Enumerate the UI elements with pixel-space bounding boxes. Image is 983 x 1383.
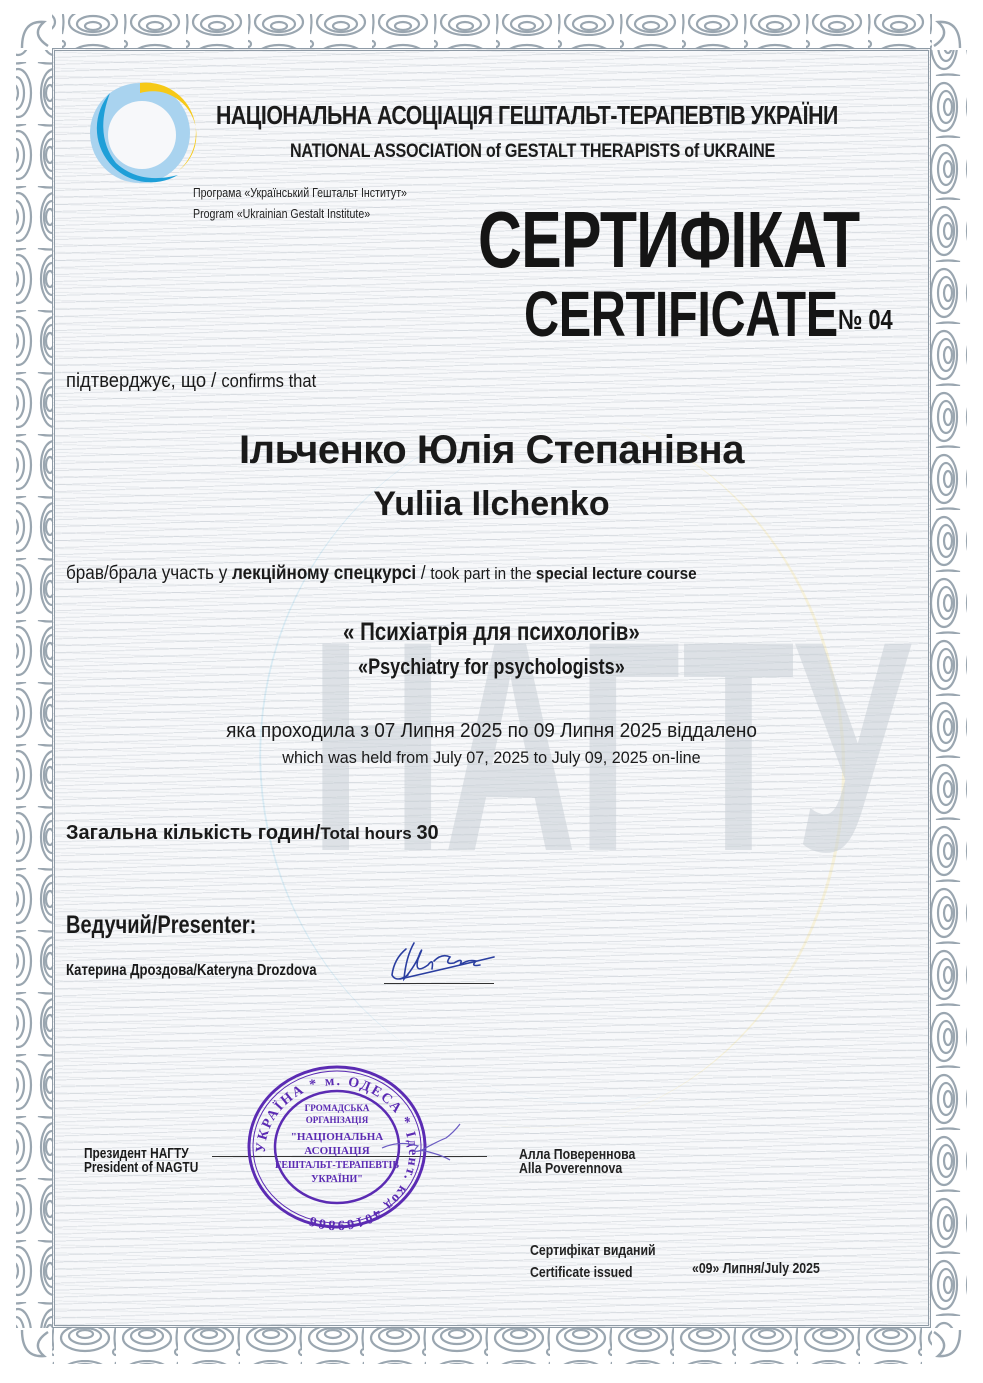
certificate-title-ua: СЕРТИФІКАТ [478,195,860,284]
stamp-line-2: ОРГАНІЗАЦІЯ [305,1115,369,1125]
confirms-line [66,370,316,393]
stamp-ring-text: УКРАЇНА * м. ОДЕСА * Ідент. код 40169866 [253,1073,421,1231]
issued-label-ua: Сертифікат виданий [530,1242,656,1259]
hours-value: 30 [416,822,439,844]
program-name-en: Program «Ukrainian Gestalt Institute» [193,207,371,221]
president-name-ua: Алла Повереннова [519,1146,636,1163]
presenter-signature-icon [384,935,499,985]
participated-ua-bold: лекційному спецкурсі [232,563,417,584]
ring-logo-icon [80,75,200,195]
organization-name-ua: НАЦІОНАЛЬНА АСОЦІАЦІЯ ГЕШТАЛЬТ-ТЕРАПЕВТІВ УКРАЇНИ [216,100,838,130]
participation-line [66,563,697,585]
recipient-name-en: Yuliia Ilchenko [373,485,610,523]
course-title-ua: « Психіатрія для психологів» [343,618,640,646]
participated-ua-prefix: брав/брала участь у [66,563,233,584]
stamp-line-1: ГРОМАДСЬКА [304,1103,370,1113]
program-name-ua: Програма «Український Гештальт Інститут» [193,186,407,200]
presenter-name: Катерина Дроздова/Kateryna Drozdova [66,962,317,979]
stamp-line-6: УКРАЇНИ" [311,1174,363,1185]
total-hours [66,822,439,845]
participated-en-bold: special lecture course [535,564,697,583]
hours-label-en: Total hours [320,824,417,843]
certificate-number: № 04 [838,304,893,335]
participated-separator: / [416,563,431,584]
president-label-ua: Президент НАГТУ [84,1146,189,1162]
hours-label-ua: Загальна кількість годин/ [66,822,321,844]
course-dates-en: which was held from July 07, 2025 to July 09, 2025 on-line [282,748,701,767]
issued-label-en: Certificate issued [530,1264,633,1281]
recipient-name-ua: Ільченко Юлія Степанівна [239,428,744,472]
watermark-text: НАГТУ [310,578,914,914]
president-signature-icon [380,1120,470,1165]
stamp-line-5: ГЕШТАЛЬТ-ТЕРАПЕВТІВ [274,1160,400,1171]
president-label-en: President of NAGTU [84,1160,199,1176]
presenter-label: Ведучий/Presenter: [66,911,257,939]
certificate-title-en: CERTIFICATE [524,278,838,350]
participated-en-prefix: took part in the [430,564,536,583]
confirms-ua: підтверджує, що / [66,370,222,392]
confirms-en: confirms that [221,371,317,391]
course-title-en: «Psychiatry for psychologists» [358,654,625,679]
course-dates-ua: яка проходила з 07 Липня 2025 по 09 Липня 2025 віддалено [226,720,757,742]
stamp-line-3: "НАЦІОНАЛЬНА [290,1131,384,1143]
stamp-line-4: АСОЦІАЦІЯ [304,1145,370,1157]
issued-date: «09» Липня/July 2025 [692,1260,820,1277]
president-name-en: Alla Poverennova [519,1160,623,1177]
organization-name-en: NATIONAL ASSOCIATION of GESTALT THERAPISTS of UKRAINE [290,141,776,162]
